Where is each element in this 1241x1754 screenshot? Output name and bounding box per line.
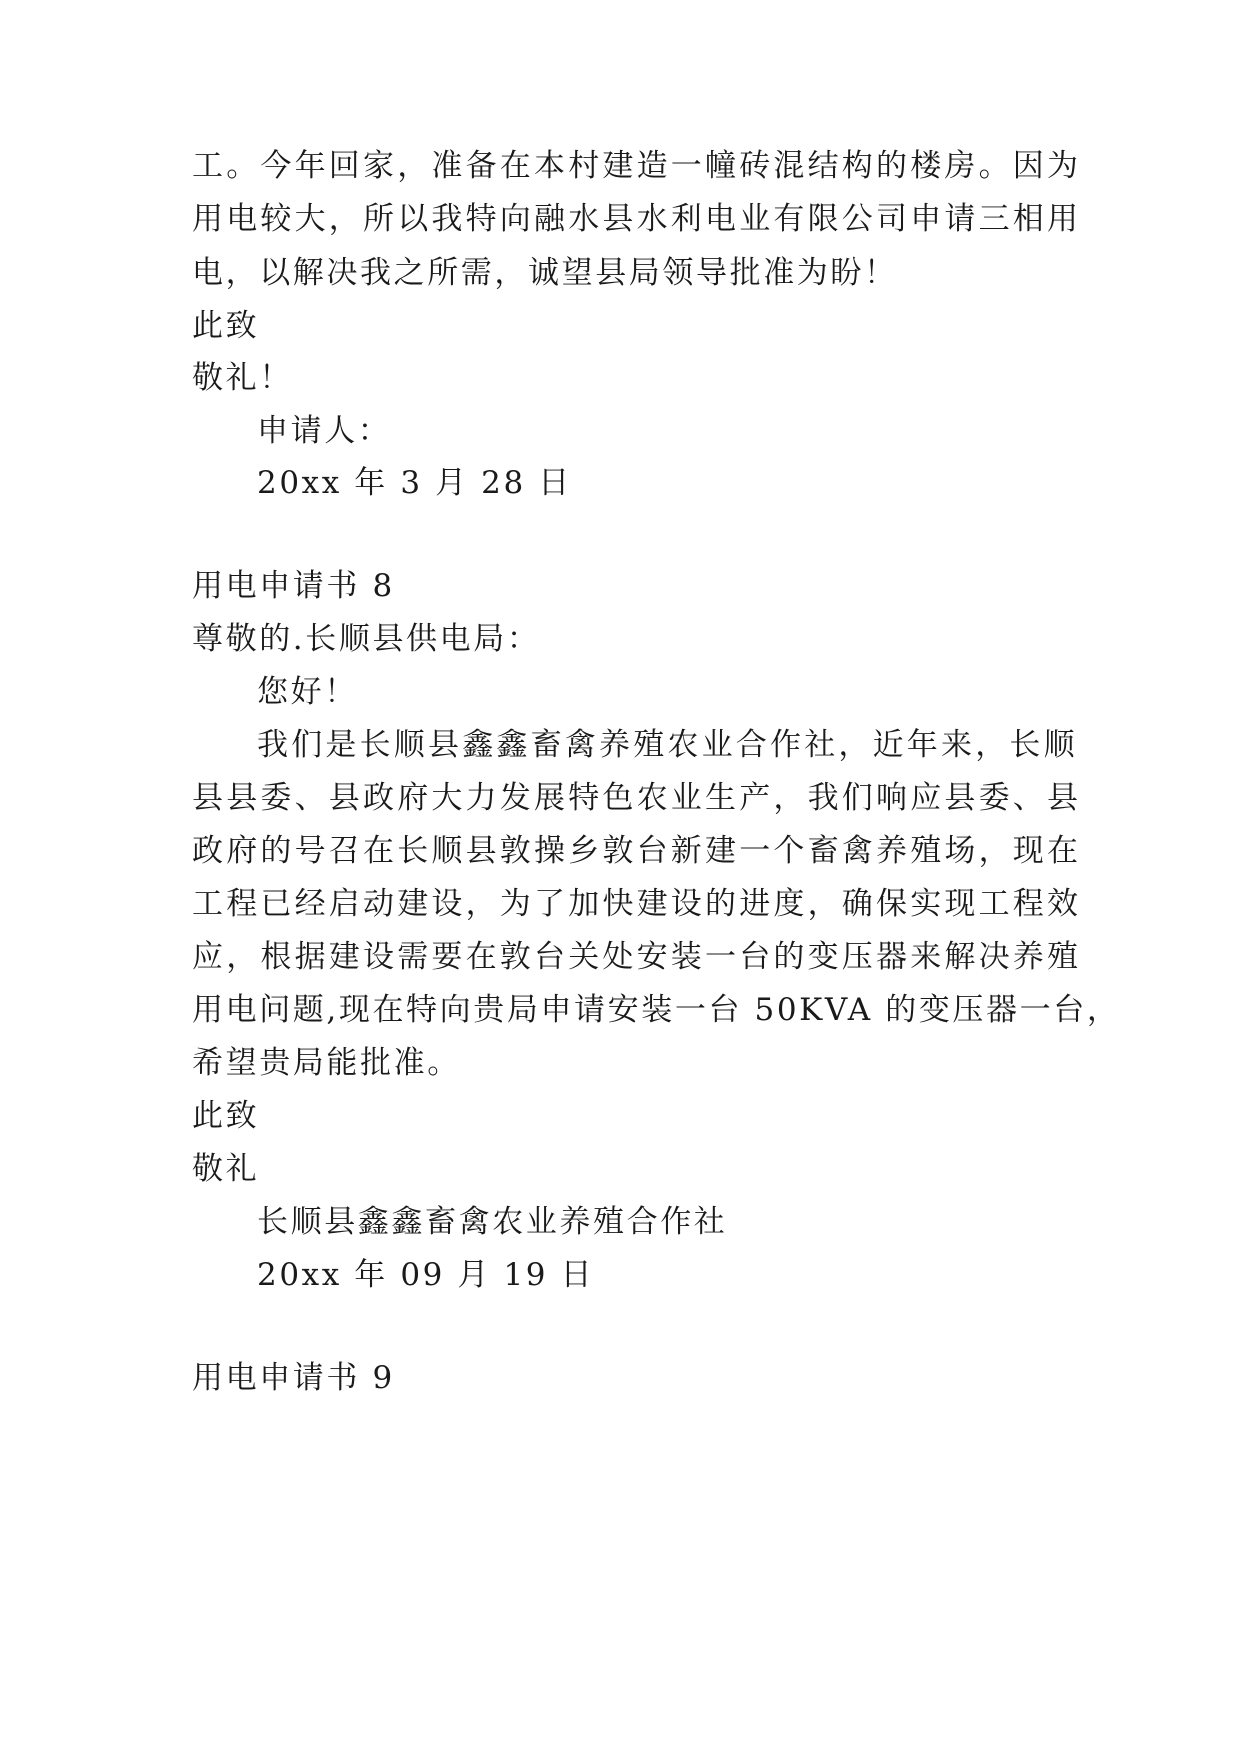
body-line: 用电问题,现在特向贵局申请安装一台 50KVA 的变压器一台，: [192, 992, 1121, 1028]
body-line: 工程已经启动建设，为了加快建设的进度，确保实现工程效: [192, 886, 1082, 922]
closing-line: 敬礼: [192, 1151, 260, 1187]
closing-line: 此致: [192, 308, 260, 344]
body-line: 电，以解决我之所需，诚望县局领导批准为盼！: [192, 255, 898, 291]
letter-date: 20xx 年 3 月 28 日: [257, 465, 572, 501]
body-line: 工。今年回家，准备在本村建造一幢砖混结构的楼房。因为: [192, 148, 1082, 184]
closing-line: 此致: [192, 1098, 260, 1134]
signature: 长顺县鑫鑫畜禽农业养殖合作社: [257, 1204, 728, 1240]
body-line: 用电较大，所以我特向融水县水利电业有限公司申请三相用: [192, 201, 1082, 237]
salutation: 尊敬的.长顺县供电局：: [192, 621, 541, 657]
applicant-label: 申请人：: [257, 413, 392, 449]
letter-date: 20xx 年 09 月 19 日: [257, 1257, 595, 1293]
body-line: 我们是长顺县鑫鑫畜禽养殖农业合作社，近年来，长顺: [257, 727, 1078, 763]
letter-heading: 用电申请书 8: [192, 568, 395, 604]
letter-heading: 用电申请书 9: [192, 1360, 395, 1396]
closing-line: 敬礼！: [192, 360, 293, 396]
body-line: 应，根据建设需要在敦台关处安装一台的变压器来解决养殖: [192, 939, 1082, 975]
greeting: 您好！: [257, 674, 358, 710]
body-line: 政府的号召在长顺县敦操乡敦台新建一个畜禽养殖场，现在: [192, 833, 1082, 869]
body-line: 县县委、县政府大力发展特色农业生产，我们响应县委、县: [192, 780, 1082, 816]
body-line: 希望贵局能批准。: [192, 1045, 461, 1081]
